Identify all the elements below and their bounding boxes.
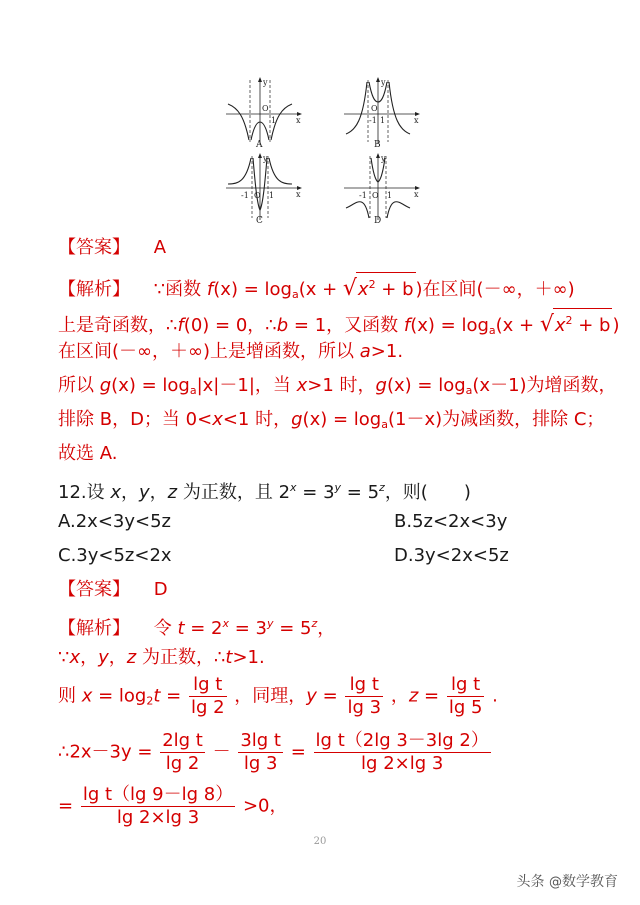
q11-analysis-line-3: 在区间(－∞，＋∞)上是增函数，所以 a>1. bbox=[58, 341, 404, 362]
graph-option-b bbox=[342, 76, 422, 148]
graph-label-c: C bbox=[256, 216, 263, 226]
watermark: 头条 @数学教育 bbox=[516, 874, 618, 890]
q12-analysis-line-3: 则 $x = \log_2t$ = $\frac{\text{lg t}}{\lg 2}$ ，同理，y = $\frac{\text{lg t}}{\lg 3}$ ，z = $\frac{\text{lg t}}{\lg 5}$ . bbox=[58, 674, 498, 718]
q11-analysis-line-2: 上是奇函数，∴f(0) = 0，∴b = 1，又函数 $f(x) = \log_a(x + √x^2 + b$ ) bbox=[58, 308, 620, 343]
fraction: $\frac{\text{lg t}}{\lg 3}$ bbox=[347, 674, 382, 718]
graph-tick-label: 1 bbox=[269, 191, 275, 200]
graph-tick-label: -1 bbox=[241, 191, 249, 200]
answer-tag: 【答案】 bbox=[58, 237, 130, 258]
q11-analysis-line-5: 排除 B，D；当 0<x<1 时，$g(x) = \log_a(1-x)$为减函数，排除 C； bbox=[58, 409, 605, 431]
graph-x-label: x bbox=[296, 116, 301, 125]
answer-value: A bbox=[153, 237, 167, 258]
graph-origin-label: O bbox=[262, 104, 269, 113]
fraction: $\frac{\text{lg t}}{\lg 2}$ bbox=[190, 674, 225, 718]
graph-y-label: y bbox=[381, 78, 386, 87]
graph-option-d bbox=[342, 152, 422, 224]
fraction: $\frac{\text{lg t}}{\lg 5}$ bbox=[448, 674, 483, 718]
analysis-tag: 【解析】 bbox=[58, 618, 130, 639]
graph-origin-label: O bbox=[372, 191, 379, 200]
q12-option-c: C.3y<5z<2x bbox=[58, 545, 172, 566]
q12-answer-line bbox=[58, 578, 168, 602]
q11-analysis-line-6: 故选 A. bbox=[58, 443, 118, 464]
fraction: $\frac{\text{2lg t}}{\lg 2}$ bbox=[162, 730, 203, 774]
graph-y-label: y bbox=[381, 154, 386, 163]
graph-y-label: y bbox=[263, 78, 268, 87]
page-number: 20 bbox=[313, 836, 327, 847]
radical-sign: √ bbox=[342, 276, 357, 301]
answer-tag: 【答案】 bbox=[58, 579, 130, 600]
fraction: $\frac{\text{lg t（lg 9－lg 8）}}{\lg 2\times\lg 3}$ bbox=[82, 784, 234, 828]
graph-option-a bbox=[224, 76, 304, 148]
analysis-tag: 【解析】 bbox=[58, 279, 130, 300]
graph-tick-label: 1 bbox=[387, 191, 393, 200]
fraction: $\frac{\text{lg t（2lg 3－3lg 2）}}{\lg 2\times\lg 3}$ bbox=[315, 730, 489, 774]
radicand: $x^2 + b$ bbox=[356, 272, 416, 302]
q12-option-b: B.5z<2x<3y bbox=[394, 511, 508, 532]
q12-analysis-line-2: ∵x，y，z 为正数，∴t>1. bbox=[58, 647, 265, 668]
graph-label-a: A bbox=[256, 140, 263, 150]
graph-origin-label: O bbox=[254, 191, 261, 200]
q11-analysis-line-4: 所以 $g(x) = \log_a|x|-1|$，当 x>1 时，$g(x) = \log_a(x-1)$为增函数， bbox=[58, 375, 617, 397]
graph-origin-label: O bbox=[371, 104, 378, 113]
graph-x-label: x bbox=[414, 116, 419, 125]
graph-option-c bbox=[224, 152, 304, 224]
radical-sign: √ bbox=[539, 312, 554, 337]
q12-option-a: A.2x<3y<5z bbox=[58, 511, 171, 532]
q12-analysis-line-1: 【解析】 令 $t = 2^x = 3^y = 5^z$， bbox=[58, 617, 336, 639]
q12-analysis-line-5: = $\frac{\text{lg t（lg 9－lg 8）}}{\lg 2\times\lg 3}$ >0， bbox=[58, 784, 288, 828]
graph-label-b: B bbox=[374, 140, 381, 150]
graph-tick-label: 1 bbox=[380, 116, 386, 125]
q12-analysis-line-4: ∴2x－3y = $\frac{\text{2lg t}}{\lg 2}$ － $\frac{\text{3lg t}}{\lg 3}$ = $\frac{\text{lg t（2lg 3－3lg 2）}}{\lg 2\times\lg 3}$ bbox=[58, 730, 489, 774]
graph-y-label: y bbox=[263, 154, 268, 163]
fraction: $\frac{\text{3lg t}}{\lg 3}$ bbox=[240, 730, 281, 774]
q11-analysis-line-1: 【解析】 ∵函数 $f(x) = \log_a(x + √x^2 + b$ )在区间(－∞，＋∞) bbox=[58, 272, 575, 307]
graph-tick-label: -1 bbox=[369, 116, 377, 125]
q12-stem: 12.设 x，y，z 为正数，且 $2^x = 3^y = 5^z$，则( ) bbox=[58, 481, 471, 503]
graph-tick-label: -1 bbox=[359, 191, 367, 200]
graph-label-d: D bbox=[374, 216, 382, 226]
graph-x-label: x bbox=[296, 190, 301, 199]
graph-x-label: x bbox=[414, 190, 419, 199]
graph-tick-label: 1 bbox=[271, 116, 277, 125]
answer-value: D bbox=[153, 579, 168, 600]
q11-answer-line bbox=[58, 236, 166, 260]
radicand: $x^2 + b$ bbox=[553, 308, 613, 338]
q12-option-d: D.3y<2x<5z bbox=[394, 545, 509, 566]
